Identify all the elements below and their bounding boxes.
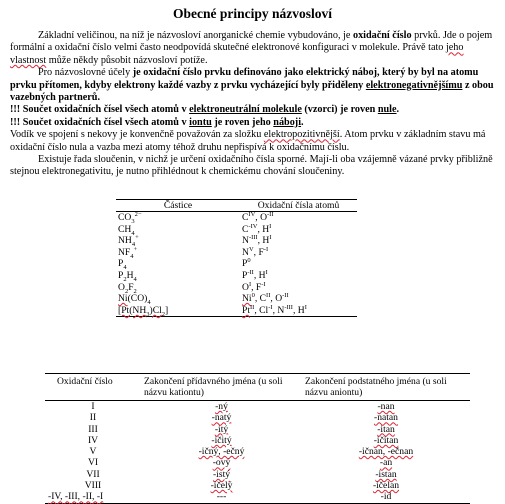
table-row (116, 224, 357, 236)
oxidation-cell: $P^0$ (242, 257, 251, 270)
noun-ending-cell: -ičelan (372, 480, 400, 492)
noun-ending-cell: -ičnan, -ečnan (358, 446, 414, 458)
oxidation-number-cell: IV (87, 434, 99, 446)
table-header-row (116, 200, 357, 212)
oxidation-cell: Ni$^0$, $C^{II}$, $O^{-II}$ (242, 291, 289, 305)
oxidation-cell: $C^{-IV}$, $H^I$ (242, 222, 272, 235)
oxidation-cell: $N^{-III}$, $H^I$ (242, 234, 272, 247)
text-span: !!! Součet oxidačních čísel všech atomů v (10, 116, 190, 128)
table-row (45, 480, 470, 491)
noun-ending-cell: -nan (377, 401, 395, 412)
table-row (45, 401, 470, 413)
oxidation-number-cell: V (89, 446, 97, 458)
table-row (116, 212, 357, 224)
table-row (45, 469, 470, 480)
oxidation-cell: $N^V$, $F^{-I}$ (242, 245, 269, 258)
table-row (45, 491, 470, 503)
underlined-term: náboji (273, 116, 302, 128)
noun-ending-cell: -istan (375, 468, 397, 480)
bold-definition: je oxidační číslo prvku definováno jako elektrický náboj, který by byl na atomu prvku přítomen, kdyby elektrony každé vazby z prvku vycházející byly přiděleny (10, 67, 479, 91)
noun-ending-cell: -itan (377, 423, 395, 435)
formula-cell: $CO_3^{2-}$ (118, 210, 142, 225)
adjective-ending-cell: --- (141, 491, 302, 503)
noun-ending-cell: -an (379, 457, 393, 469)
text-span: . (396, 104, 400, 116)
adjective-ending-cell: -ičný, -ečný (198, 446, 245, 458)
oxidation-number-cell: I (91, 401, 95, 412)
bold-definition-end: z obou vazebných partnerů. (10, 79, 494, 104)
oxidation-cell: $P^{-II}$, $H^I$ (242, 268, 268, 281)
endings-table (45, 373, 470, 504)
column-header: Zakončení podstatného jména (u soli názvu aniontu) (302, 374, 470, 401)
spellcheck-word: jeho (445, 42, 464, 54)
table-header-row (45, 374, 470, 401)
oxidation-number-cell: II (89, 412, 97, 424)
formula-cell: $P_2H_4$ (118, 269, 137, 283)
text-span: může někdy působit názvosloví potíže. (46, 54, 208, 66)
noun-ending-cell: -ičitan (373, 434, 399, 446)
adjective-ending-cell: -natý (211, 412, 232, 424)
table-row (45, 457, 470, 468)
table-row (45, 446, 470, 457)
paragraph-hydrogen (10, 129, 498, 154)
text-span: Základní veličinou, na níž je názvosloví anorganické chemie vybudováno, je (38, 30, 353, 41)
formula-cell: $NH_4^+$ (118, 234, 139, 249)
bold-term: oxidační číslo (352, 30, 412, 41)
text-span: !!! Součet oxidačních čísel všech atomů v (10, 104, 190, 116)
text-span: prvků. Jde o pojem formální a oxidační číslo velmi často neodpovídá skutečné elektronové konfiguraci v molekule. Právě tato (10, 30, 493, 54)
column-header: Částice (116, 200, 240, 212)
oxidation-number-cell: VI (87, 457, 99, 469)
table-row (116, 258, 357, 270)
spellcheck-word: Ni (242, 293, 252, 305)
table-row (45, 435, 470, 446)
formula-cell: $NF_4^+$ (118, 245, 138, 260)
rule-ion (10, 117, 498, 129)
oxidation-number-cell: VIII (84, 480, 102, 492)
body-text (10, 30, 498, 179)
oxidation-cell: $O^I$, $F^{-I}$ (242, 280, 266, 293)
formula-cell: $O_2F_2$ (118, 281, 137, 295)
underlined-term: iontu (189, 116, 212, 128)
adjective-ending-cell: -ičelý (210, 480, 233, 492)
column-header: Oxidační číslo (45, 374, 141, 401)
adjective-ending-cell: -itý (214, 423, 229, 435)
spellcheck-word: Pt (242, 304, 251, 316)
table-row (116, 235, 357, 247)
spellcheck-word: vlastnost (10, 54, 47, 66)
table-row (45, 424, 470, 435)
underlined-term: nule (377, 104, 397, 116)
formula-cell (116, 305, 240, 317)
rule-molecule (10, 104, 498, 116)
oxidation-number-cell: -IV, -III, -II, -I (45, 491, 141, 503)
formula-cell: $CH_4$ (118, 223, 135, 237)
column-header: Zakončení přídavného jména (u soli názvu kationtu) (141, 374, 302, 401)
paragraph-oxidation-number (10, 30, 498, 67)
adjective-ending-cell: -ný (215, 401, 228, 412)
oxidation-number-cell: III (88, 423, 98, 435)
column-header: Oxidační čísla atomů (240, 200, 357, 212)
text-span: je roven jeho (211, 116, 274, 128)
adjective-ending-cell: -ičitý (211, 434, 232, 446)
table-row (116, 293, 357, 305)
particles-table (116, 199, 357, 317)
text-span: (vzorci) je roven (301, 104, 378, 116)
text-span: Vodík ve spojení s nekovy je konvenčně považován za složku (10, 129, 264, 141)
oxidation-number-cell: VII (86, 468, 100, 480)
formula-cell: $Ni(CO)_4$ (118, 293, 151, 307)
adjective-ending-cell: -istý (212, 468, 231, 480)
spellcheck-word: Ni (118, 293, 128, 305)
table-row (116, 247, 357, 259)
text-span: . Atom prvku v základním stavu má oxidační číslo nula a vazba mezi atomy téhož druhu nepřispívá k oxidačnímu číslu. (10, 129, 486, 153)
paragraph-definition (10, 67, 498, 104)
noun-ending-cell: -natan (374, 412, 398, 424)
text-span: . (301, 116, 304, 128)
spellcheck-word: elektropozitivnější (263, 129, 340, 141)
adjective-ending-cell: -ový (212, 457, 231, 469)
table-row (45, 412, 470, 423)
oxidation-cell: $Pt^{II}$, $Cl^{-I}$, $N^{-III}$, $H^I$ (240, 305, 357, 317)
bold-underlined-term: elektronegativnějšímu (365, 79, 463, 91)
page-title: Obecné principy názvosloví (172, 6, 332, 21)
noun-ending-cell: -id (302, 491, 470, 503)
text-span: Pro názvoslovné účely (38, 67, 133, 79)
table-row (116, 305, 357, 317)
table-row (116, 282, 357, 294)
spellcheck-word: $[Pt(NH_3)Cl_2]$ (118, 304, 169, 318)
oxidation-cell: $C^{IV}$, $O^{-II}$ (242, 210, 274, 223)
formula-cell: $P_4$ (118, 258, 127, 272)
paragraph-disputed: Existuje řada sloučenin, v nichž je určení oxidačního čísla sporné. Mají-li oba vzájemně vázané prvky přibližně stejnou elektronegativitu, je nutno přihlédnout k chemickému chování sloučeniny. (10, 154, 493, 178)
table-row (116, 270, 357, 282)
underlined-term: elektroneutrální molekule (189, 104, 302, 116)
